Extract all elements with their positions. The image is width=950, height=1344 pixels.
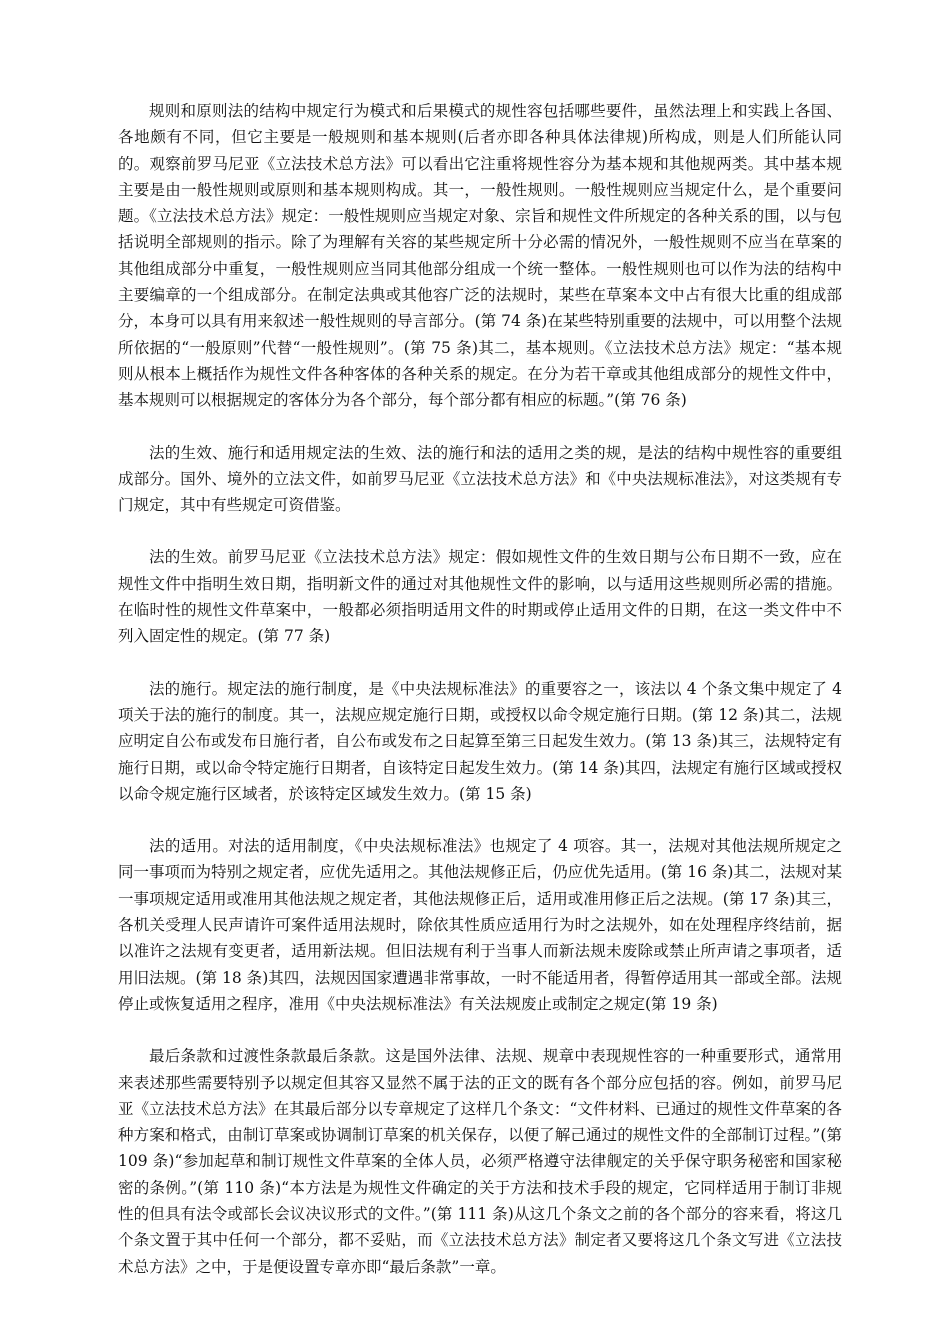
paragraph-effect-implementation-application: 法的生效、施行和适用规定法的生效、法的施行和法的适用之类的规，是法的结构中规性容的重要组成部分。国外、境外的立法文件，如前罗马尼亚《立法技术总方法》和《中央法规标准法》，对这类规有专门规定，其中有些规定可资借鉴。 bbox=[118, 443, 842, 515]
document-page bbox=[118, 98, 842, 1306]
paragraph-implementation: 法的施行。规定法的施行制度，是《中央法规标准法》的重要容之一，该法以 4 个条文集中规定了 4 项关于法的施行的制度。其一，法规应规定施行日期，或授权以命令规定施行日期。(第 12 条)其二，法规应明定自公布或发布日施行者，自公布或发布之日起算至第三日起发生效力。(第 13 条)其三，法规特定有施行日期，或以命令特定施行日期者，自该特定日起发生效力。(第 14 条)其四，法规定有施行区域或授权以命令规定施行区域者，於该特定区域发生效力。(第 15 条) bbox=[118, 679, 842, 803]
paragraph-application: 法的适用。对法的适用制度，《中央法规标准法》也规定了 4 项容。其一，法规对其他法规所规定之同一事项而为特别之规定者，应优先适用之。其他法规修正后，仍应优先适用。(第 16 条)其二，法规对某一事项规定适用或准用其他法规之规定者，其他法规修正后，适用或准用修正后之法规。(第 17 条)其三，各机关受理人民声请许可案件适用法规时，除依其性质应适用行为时之法规外，如在处理程序终结前，据以准许之法规有变更者，适用新法规。但旧法规有利于当事人而新法规未废除或禁止所声请之事项者，适用旧法规。(第 18 条)其四，法规因国家遭遇非常事故，一时不能适用者，得暂停适用其一部或全部。法规停止或恢复适用之程序，准用《中央法规标准法》有关法规废止或制定之规定(第 19 条) bbox=[118, 837, 842, 1013]
paragraph-final-clauses: 最后条款和过渡性条款最后条款。这是国外法律、法规、规章中表现规性容的一种重要形式，通常用来表述那些需要特别予以规定但其容又显然不属于法的正文的既有各个部分应包括的容。例如，前罗马尼亚《立法技术总方法》在其最后部分以专章规定了这样几个条文：“文件材料、已通过的规性文件草案的各种方案和格式，由制订草案或协调制订草案的机关保存，以便了解己通过的规性文件的全部制订过程。”(第 109 条)“参加起草和制订规性文件草案的全体人员，必须严格遵守法律舰定的关乎保守职务秘密和国家秘密的条例。”(第 110 条)“本方法是为规性文件确定的关于方法和技术手段的规定，它同样适用于制订非规性的但具有法令或部长会议决议形式的文件。”(第 111 条)从这几个条文之前的各个部分的容来看，将这几个条文置于其中任何一个部分，都不妥贴，而《立法技术总方法》制定者又要将这几个条文写进《立法技术总方法》之中，于是便设置专章亦即“最后条款”一章。 bbox=[118, 1047, 842, 1276]
paragraph-rules-and-principles: 规则和原则法的结构中规定行为模式和后果模式的规性容包括哪些要件，虽然法理上和实践上各国、各地颇有不同，但它主要是一般规则和基本规则(后者亦即各种具体法律规)所构成，则是人们所能认同的。观察前罗马尼亚《立法技术总方法》可以看出它注重将规性容分为基本规和其他规两类。其中基本规主要是由一般性规则或原则和基本规则构成。其一，一般性规则。一般性规则应当规定什么，是个重要问题。《立法技术总方法》规定：一般性规则应当规定对象、宗旨和规性文件所规定的各种关系的围，以与包括说明全部规则的指示。除了为理解有关容的某些规定所十分必需的情况外，一般性规则不应当在草案的其他组成部分中重复，一般性规则应当同其他部分组成一个统一整体。一般性规则也可以作为法的结构中主要编章的一个组成部分。在制定法典或其他容广泛的法规时，某些在草案本文中占有很大比重的组成部分，本身可以具有用来叙述一般性规则的导言部分。(第 74 条)在某些特别重要的法规中，可以用整个法规所依据的“一般原则”代替“一般性规则”。(第 75 条)其二，基本规则。《立法技术总方法》规定：“基本规则从根本上概括作为规性文件各种客体的各种关系的规定。在分为若干章或其他组成部分的规性文件中，基本规则可以根据规定的客体分为各个部分，每个部分都有相应的标题。”(第 76 条) bbox=[118, 102, 842, 410]
paragraph-effect: 法的生效。前罗马尼亚《立法技术总方法》规定：假如规性文件的生效日期与公布日期不一致，应在规性文件中指明生效日期，指明新文件的通过对其他规性文件的影响，以与适用这些规则所必需的措施。在临时性的规性文件草案中，一般都必须指明适用文件的时期或停止适用文件的日期，在这一类文件中不列入固定性的规定。(第 77 条) bbox=[118, 548, 842, 646]
